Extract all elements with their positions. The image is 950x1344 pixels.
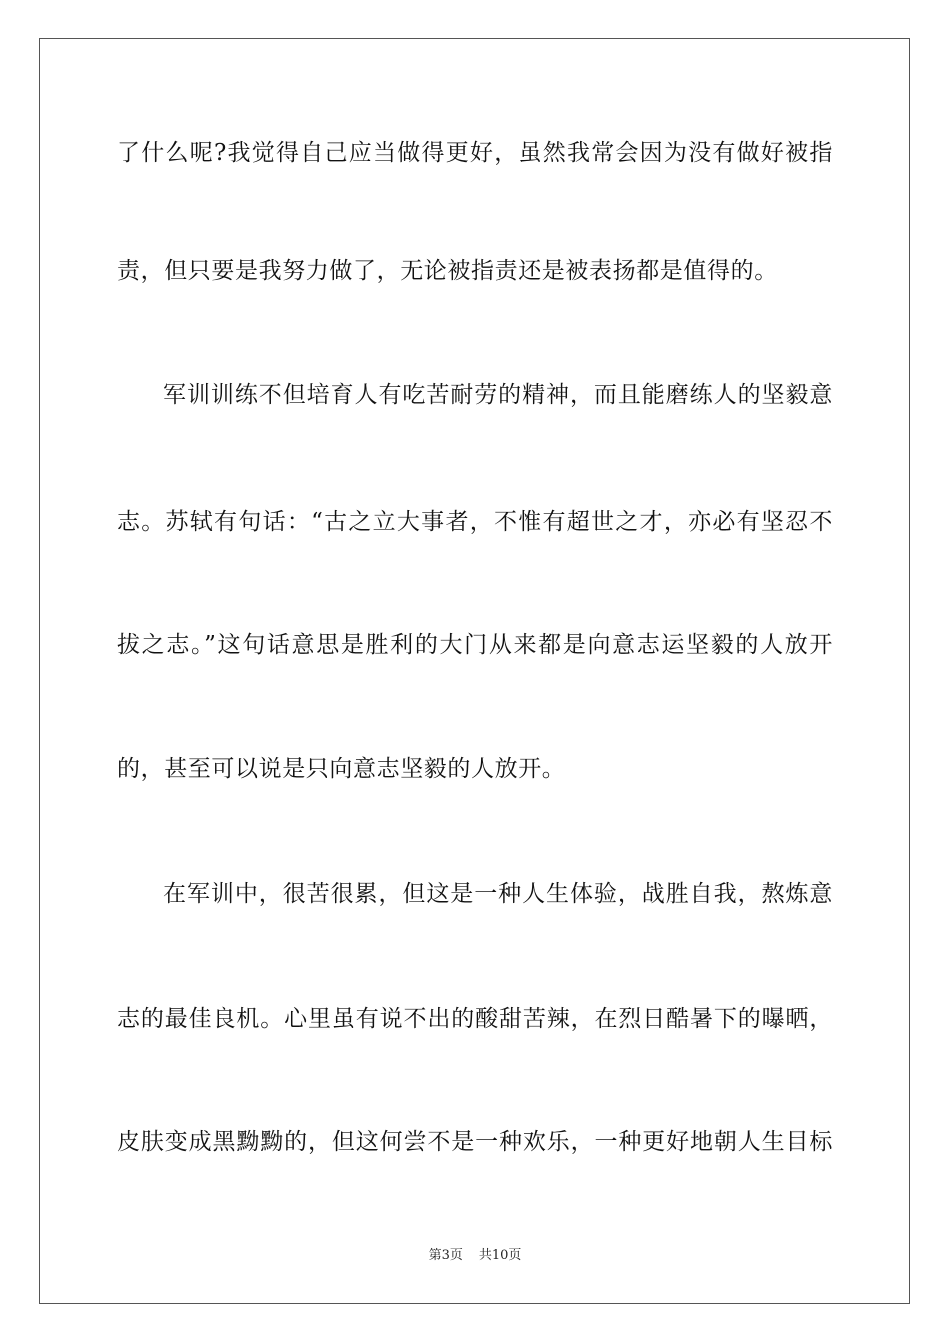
text-line-2: 责，但只要是我努力做了，无论被指责还是被表扬都是值得的。 <box>117 258 778 284</box>
text-line-4: 志。苏轼有句话：“古之立大事者，不惟有超世之才，亦必有坚忍不 <box>117 509 833 535</box>
text-line-1: 了什么呢?我觉得自己应当做得更好，虽然我常会因为没有做好被指 <box>117 140 833 166</box>
text-line-5: 拔之志。”这句话意思是胜利的大门从来都是向意志运坚毅的人放开 <box>117 632 833 658</box>
total-pages: 共10页 <box>478 1248 522 1263</box>
text-line-3: 军训训练不但培育人有吃苦耐劳的精神，而且能磨练人的坚毅意 <box>163 382 833 408</box>
page-number: 第3页 <box>428 1248 463 1263</box>
page-footer <box>0 1248 950 1264</box>
page-border <box>39 38 910 1304</box>
text-line-9: 皮肤变成黑黝黝的，但这何尝不是一种欢乐，一种更好地朝人生目标 <box>117 1129 833 1155</box>
text-line-8: 志的最佳良机。心里虽有说不出的酸甜苦辣，在烈日酷暑下的曝晒， <box>117 1006 833 1032</box>
text-line-7: 在军训中，很苦很累，但这是一种人生体验，战胜自我，熬炼意 <box>163 881 833 907</box>
text-line-6: 的，甚至可以说是只向意志坚毅的人放开。 <box>117 756 566 782</box>
